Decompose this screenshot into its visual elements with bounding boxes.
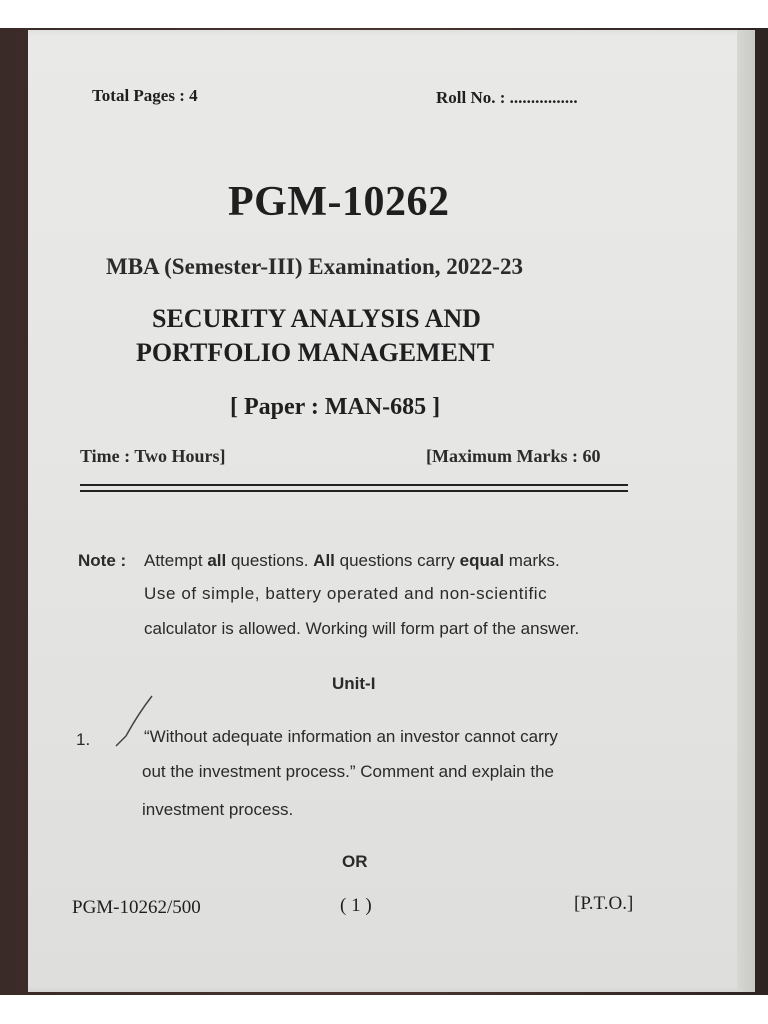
question-1-number: 1. <box>76 730 91 749</box>
subject-line-1: SECURITY ANALYSIS AND <box>152 304 481 333</box>
note-line-1: Attempt all questions. All questions carry equal marks. <box>144 551 560 570</box>
roll-number: Roll No. : ................ <box>436 88 578 107</box>
header-rule-top <box>80 484 628 486</box>
maximum-marks: [Maximum Marks : 60 <box>426 446 601 466</box>
paper-number: [ Paper : MAN-685 ] <box>230 394 441 420</box>
question-1-line-3: investment process. <box>142 800 294 819</box>
exam-paper-sheet <box>28 30 754 992</box>
paper-code-title: PGM-10262 <box>228 179 450 225</box>
note-label: Note : <box>78 551 127 570</box>
page-number: ( 1 ) <box>340 895 372 916</box>
unit-heading: Unit-I <box>332 674 376 693</box>
header-rule-bottom <box>80 490 628 492</box>
total-pages: Total Pages : 4 <box>92 86 198 105</box>
subject-line-2: PORTFOLIO MANAGEMENT <box>136 338 495 367</box>
exam-name: MBA (Semester-III) Examination, 2022-23 <box>106 254 523 279</box>
paper-edge <box>737 30 755 992</box>
question-1-line-1: “Without adequate information an investor cannot carry <box>144 727 558 746</box>
footer-code: PGM-10262/500 <box>72 897 201 918</box>
note-line-3: calculator is allowed. Working will form part of the answer. <box>144 619 580 638</box>
question-1-line-2: out the investment process.” Comment and explain the <box>142 762 554 781</box>
note-line-2: Use of simple, battery operated and non-scientific <box>144 584 548 603</box>
time-allowed: Time : Two Hours] <box>80 446 226 466</box>
or-separator: OR <box>342 852 368 871</box>
pto-marker: [P.T.O.] <box>574 893 634 914</box>
